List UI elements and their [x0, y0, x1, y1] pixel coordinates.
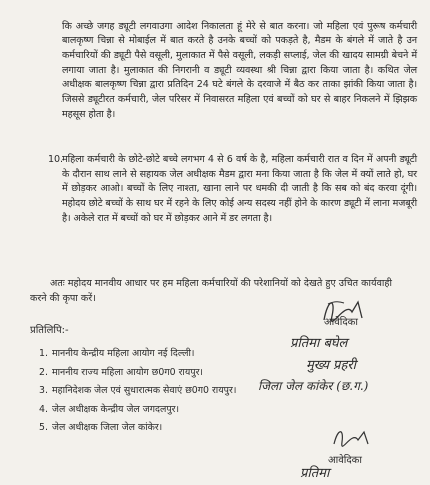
copy-to-item: 2. माननीय राज्य महिला आयोग छ0ग0 रायपुर। — [39, 366, 203, 378]
handwritten-office: जिला जेल कांकेर (छ.ग.) — [258, 379, 369, 393]
point-10-number: 10. — [48, 154, 63, 165]
body-paragraph: कि अच्छे जगह ड्यूटी लगवाउगा आदेश निकालता हूं मेरे से बात करना। जो महिला एवं पुरूष कर्मचारी बालकृष्ण चिन्ना से मोबाईल में बात करते है उनके बच्चों को पकड़ते है, मैडम के बंगले में जाते है उन कर्मचारियों की ड्यूटी पैसे वसूली, मुलाकात में पैसे वसूली, लकड़ी सप्लाई, जेल की खादय सामग्री बेचने में लगाया जाता है। मुलाकात की निगरानी व ड्यूटी व्यवस्था श्री चिन्ना द्वारा किया जाता है। कथित जेल अधीक्षक बालकृष्ण चिन्ना द्वारा प्रतिदिन 24 घटे बंगले के दरवाजे में बैठ कर ताका झांकी किया जाता है। जिससे ड्यूटीरत कर्मचारी, जेल परिसर में निवासरत महिला एवं बच्चों को घर से बाहर निकलने में झिझक महसूस होता है। — [62, 20, 417, 120]
point-10 — [48, 153, 417, 227]
copy-to-heading: प्रतिलिपि:- — [30, 325, 69, 336]
copy-to-item: 4. जेल अधीक्षक केन्द्रीय जेल जगदलपुर। — [39, 403, 180, 415]
signature-bottom — [330, 422, 390, 452]
handwritten-name-bottom: प्रतिमा — [300, 466, 330, 481]
copy-to-list — [20, 345, 236, 438]
copy-to-item: 3. महानिदेशक जेल एवं सुधारात्मक सेवाएं छ0ग0 रायपुर। — [39, 385, 237, 396]
copy-to-item: 1. माननीय केन्द्रीय महिला आयोग नई दिल्ली। — [39, 348, 195, 359]
handwritten-name: प्रतिमा बघेल — [290, 336, 348, 351]
copy-to-item: 5. जेल अधीक्षक जिला जेल कांकेर। — [39, 422, 163, 433]
applicant-label-bottom: आवेदिका — [328, 455, 362, 466]
handwritten-designation: मुख्य प्रहरी — [306, 358, 357, 373]
closing-request: अतः महोदय मानवीय आधार पर हम महिला कर्मचारियों की परेशानियों को देखते हुए उचित कार्यवाही करने की कृपा करें। — [30, 277, 392, 304]
point-10-text: महिला कर्मचारी के छोटे-छोटे बच्चे लगभग 4 से 6 वर्ष के है, महिला कर्मचारी रात व दिन में अपनी ड्यूटी के दौरान साथ लाने से सहायक जेल अधीक्षक मैडम द्वारा मना किया जाता है कि जेल में क्यों लाते हो, घर में छोड़कर आओ। बच्चों के लिए नाश्ता, खाना लाने पर धमकी दी जाती है कि सब को बंद करवा दूंगी। महोदय छोटे बच्चों के साथ घर में रहने के लिए कोई अन्य सदस्य नहीं होने के कारण ड्यूटी में लाना मजबूरी है। अकेले रात में बच्चों को घर में छोड़कर आने में डर लगता है। — [62, 154, 417, 224]
applicant-label-top: आवेदिका — [324, 317, 358, 328]
